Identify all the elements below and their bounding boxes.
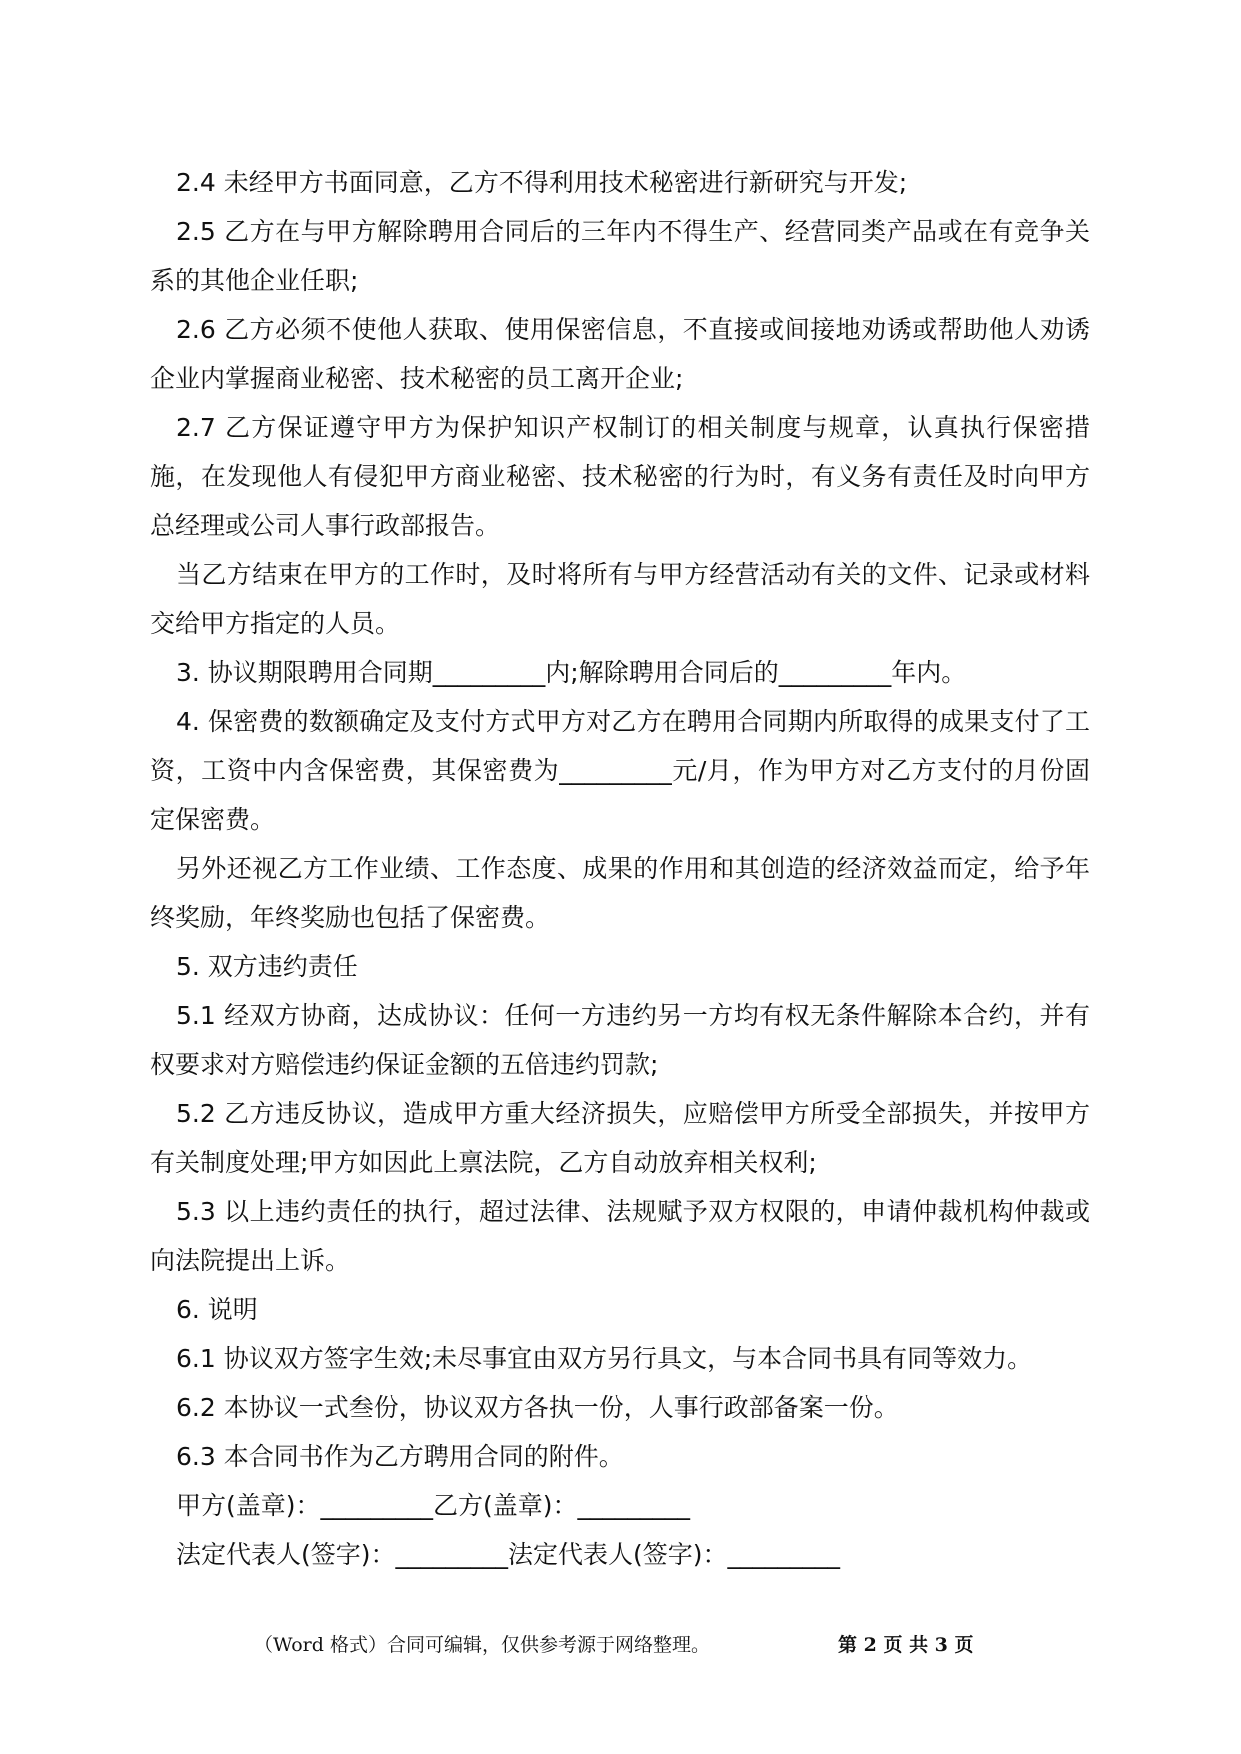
clause-5-2: 5.2 乙方违反协议，造成甲方重大经济损失，应赔偿甲方所受全部损失，并按甲方有关制度处理;甲方如因此上禀法院，乙方自动放弃相关权利; bbox=[150, 1099, 1090, 1177]
clause-2-7: 2.7 乙方保证遵守甲方为保护知识产权制订的相关制度与规章，认真执行保密措施，在发现他人有侵犯甲方商业秘密、技术秘密的行为时，有义务有责任及时向甲方总经理或公司人事行政部报告。 bbox=[150, 413, 1090, 540]
clause-6-2: 6.2 本协议一式叁份，协议双方各执一份，人事行政部备案一份。 bbox=[176, 1393, 899, 1422]
footer-note: （Word 格式）合同可编辑，仅供参考源于网络整理。 bbox=[254, 1634, 710, 1656]
clause-5-1: 5.1 经双方协商，达成协议：任何一方违约另一方均有权无条件解除本合约，并有权要求对方赔偿违约保证金额的五倍违约罚款; bbox=[150, 1001, 1090, 1079]
clause-3: 3. 协议期限聘用合同期_________内;解除聘用合同后的_________年内。 bbox=[176, 658, 967, 687]
heading-6: 6. 说明 bbox=[176, 1295, 258, 1324]
page-indicator: 第 2 页 共 3 页 bbox=[838, 1634, 974, 1656]
clause-4: 4. 保密费的数额确定及支付方式甲方对乙方在聘用合同期内所取得的成果支付了工资，工资中内含保密费，其保密费为_________元/月，作为甲方对乙方支付的月份固定保密费。 bbox=[150, 707, 1090, 834]
clause-2-4: 2.4 未经甲方书面同意，乙方不得利用技术秘密进行新研究与开发; bbox=[176, 168, 908, 197]
clause-6-3: 6.3 本合同书作为乙方聘用合同的附件。 bbox=[176, 1442, 624, 1471]
clause-5-3: 5.3 以上违约责任的执行，超过法律、法规赋予双方权限的，申请仲裁机构仲裁或向法院提出上诉。 bbox=[150, 1197, 1090, 1275]
heading-5: 5. 双方违约责任 bbox=[176, 952, 358, 981]
paragraph-handover: 当乙方结束在甲方的工作时，及时将所有与甲方经营活动有关的文件、记录或材料交给甲方指定的人员。 bbox=[150, 560, 1090, 638]
signature-line: 法定代表人(签字)：_________法定代表人(签字)：_________ bbox=[176, 1540, 841, 1569]
clause-2-5: 2.5 乙方在与甲方解除聘用合同后的三年内不得生产、经营同类产品或在有竞争关系的其他企业任职; bbox=[150, 217, 1090, 295]
paragraph-bonus: 另外还视乙方工作业绩、工作态度、成果的作用和其创造的经济效益而定，给予年终奖励，年终奖励也包括了保密费。 bbox=[150, 854, 1090, 932]
clause-6-1: 6.1 协议双方签字生效;未尽事宜由双方另行具文，与本合同书具有同等效力。 bbox=[176, 1344, 1033, 1373]
clause-2-6: 2.6 乙方必须不使他人获取、使用保密信息，不直接或间接地劝诱或帮助他人劝诱企业内掌握商业秘密、技术秘密的员工离开企业; bbox=[150, 315, 1090, 393]
document-body bbox=[150, 158, 1090, 1579]
seal-line: 甲方(盖章)：_________乙方(盖章)：_________ bbox=[176, 1491, 691, 1520]
